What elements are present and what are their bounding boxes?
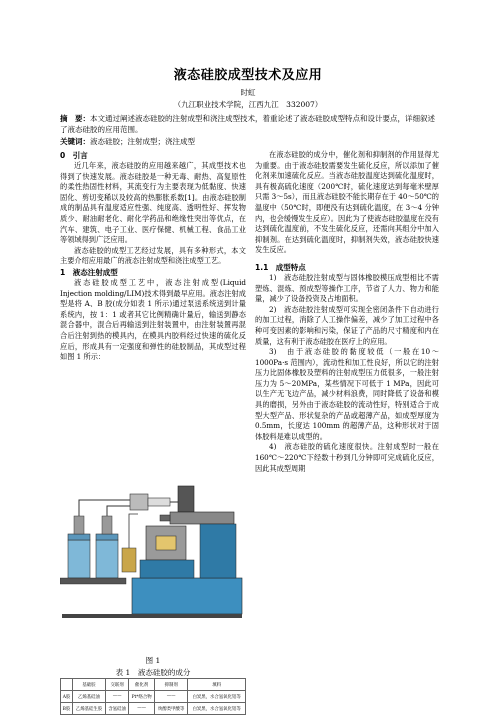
- abstract: [60, 113, 438, 135]
- author: 时虹: [240, 88, 256, 97]
- abstract-text: 本文通过阐述液态硅胶的注射成型和浇注成型技术，着重论述了液态硅胶成型特点和设计要点，详细叙述了液态硅胶的应用范围。: [60, 114, 435, 134]
- table-header-cell: 催化剂: [129, 679, 155, 691]
- static-mixer: [148, 498, 170, 506]
- feature-item-3: 3) 由于液态硅胶的黏度较低（一般在10～1000Pa·s 范围内），流动性和加工性良好，所以它的注射压力比固体橡胶及塑料的注射成型压力低很多，一般注射压力为 5～20MPa，某些情况下可低于 1 MPa，因此可以生产无飞边产品，减少材料浪费，同时降低了设备和模具的磨损，另外由于液态硅胶的流动性好，特别适合于成型大型产品、形状复杂的产品或超薄产品，如成型厚度为0.5mm，长度达 100mm 的超薄产品，这种形状对于固体胶料是难以成型的。: [255, 347, 439, 441]
- table-cell: 乙烯基硅油: [72, 691, 105, 703]
- section-1-1-heading: 1.1 成型特点: [255, 262, 306, 272]
- mold-cavity: [156, 536, 176, 550]
- metering-unit: [130, 494, 148, 510]
- table-header-cell: [61, 679, 73, 691]
- injection-barrel: [170, 512, 234, 524]
- table-header-cell: 抑制剂: [155, 679, 188, 691]
- keywords-label: 关键词：: [60, 137, 90, 146]
- intro-paragraph-2: 液态硅胶的成型工艺经过发展，具有多种形式，本文主要介绍应用最广的液态注射成型和浇注成型工艺。: [60, 245, 246, 266]
- table-cell: 白炭黑，水合氢氧化铝等: [188, 691, 246, 703]
- machine-base: [132, 578, 242, 614]
- pump-a: [74, 516, 84, 534]
- pigment-tank: [122, 548, 136, 572]
- table-header-row: [61, 679, 246, 691]
- table-cell: 含氢硅油: [106, 703, 129, 715]
- table-cell: A胶: [61, 691, 73, 703]
- table-cell: Pt*络合物: [129, 691, 155, 703]
- table-row: [61, 691, 246, 703]
- keywords-text: 液态硅胶；注射成型；浇注成型: [90, 137, 195, 146]
- table-cell: 白炭黑，水合氢氧化铝等: [188, 703, 246, 715]
- table-cell: ——: [129, 703, 155, 715]
- lim-process-diagram: [60, 430, 246, 652]
- feature-item-4: 4) 液态硅胶的硫化速度很快。注射成型时一般在 160℃～220℃下经数十秒到几分钟即可完成硫化反应，因此其成型周期: [255, 442, 439, 473]
- table-1: [60, 678, 246, 715]
- table-header-cell: 交联剂: [106, 679, 129, 691]
- section-1-heading: 1 液态注射成型: [60, 267, 118, 277]
- table-cell: B胶: [61, 703, 73, 715]
- tank-a: [68, 540, 90, 578]
- section-1-paragraph-1: 液态硅胶成型工艺中，液态注射成型(Liquid Injection molding/LIM)技术得到最早应用。液态注射成型是将 A、B 胶(成分如表 1 所示)通过泵送系统送到计量系统内，按 1：1 或者其它比例精确计量后，输送到静态混合器中，混合后再输送到注射装置中，由注射装置再混合后注射到热的模具内，在模具内胶料经过快速的硫化反应后，形成具有一定强度和弹性的硅胶制品，其成型过程如图 1 所示：: [60, 277, 246, 362]
- left-column: [60, 150, 246, 363]
- keywords: [60, 136, 438, 147]
- pump-b: [102, 516, 112, 534]
- table-header-cell: 基础胶: [72, 679, 105, 691]
- figure-1-caption: 图 1: [145, 656, 161, 665]
- injection-hopper: [178, 486, 194, 512]
- right-paragraph-1: 在液态硅胶的成分中，催化剂和抑制剂的作用显得尤为重要。由于液态硅胶需要发生硫化反应，所以添加了催化剂来加速硫化反应。当液态硅胶温度达到硫化温度时，具有极高硫化速度（200℃时，硫化速度达到每毫米壁厚只需 3～5s），而且液态硅胶不能长期存在于 40～50℃的温度中（50℃时，即便没有达到硫化温度，在 3～4 分钟内，也会缓慢发生反应）。因此为了使液态硅胶温度在没有达到硫化温度前，不发生硫化反应，还需向其组分中加入抑制剂。在达到硫化温度时，抑制剂失效，液态硅胶快速发生反应。: [255, 150, 439, 255]
- table-cell: 乙烯基硅生胶: [72, 703, 105, 715]
- right-column: [255, 150, 439, 474]
- table-1-caption: 表 1 液态硅胶的成分: [115, 668, 191, 677]
- affiliation: （九江职业技术学院，江西九江 332007）: [173, 100, 323, 109]
- figure-1: [60, 430, 246, 656]
- feature-item-1: 1) 液态硅胶注射成型与固体橡胶模压成型相比不需塑炼、混炼、预成型等操作工序，节省了人力、物力和能量，减少了设备投资及占地面积。: [255, 272, 439, 304]
- tank-b: [96, 540, 118, 578]
- table-cell: ——: [106, 691, 129, 703]
- intro-paragraph-1: 近几年来，液态硅胶的应用越来越广，其成型技术也得到了快速发展。液态硅胶是一种无毒、耐热、高复原性的柔性热固性材料，其流变行为主要表现为低黏度、快速固化、剪切变稀以及较高的热膨胀系数[1]。由液态硅胶制成的制品具有温度适应性强、纯度高、透明性好、挥发物质少、耐油耐老化、耐化学药品和绝缘性突出等优点，在汽车、建筑、电子工业、医疗保健、机械工程、食品工业等领域得到广泛应用。: [60, 161, 246, 245]
- table-header-cell: 填料: [188, 679, 246, 691]
- feature-item-2: 2) 液态硅胶注射成型可实现全密闭条件下自动进行的加工过程，消除了人工操作偏差，减少了加工过程中各种可变因素的影响和污染，保证了产品的尺寸精度和内在质量，这有利于液态硅胶在医疗上的应用。: [255, 304, 439, 346]
- table-cell: ——: [155, 691, 188, 703]
- abstract-label: 摘 要：: [60, 114, 90, 123]
- table-cell: 炔醇类甲酸等: [155, 703, 188, 715]
- section-0-heading: 0 引言: [60, 151, 88, 160]
- table-row: [61, 703, 246, 715]
- paper-title: 液态硅胶成型技术及应用: [173, 68, 323, 83]
